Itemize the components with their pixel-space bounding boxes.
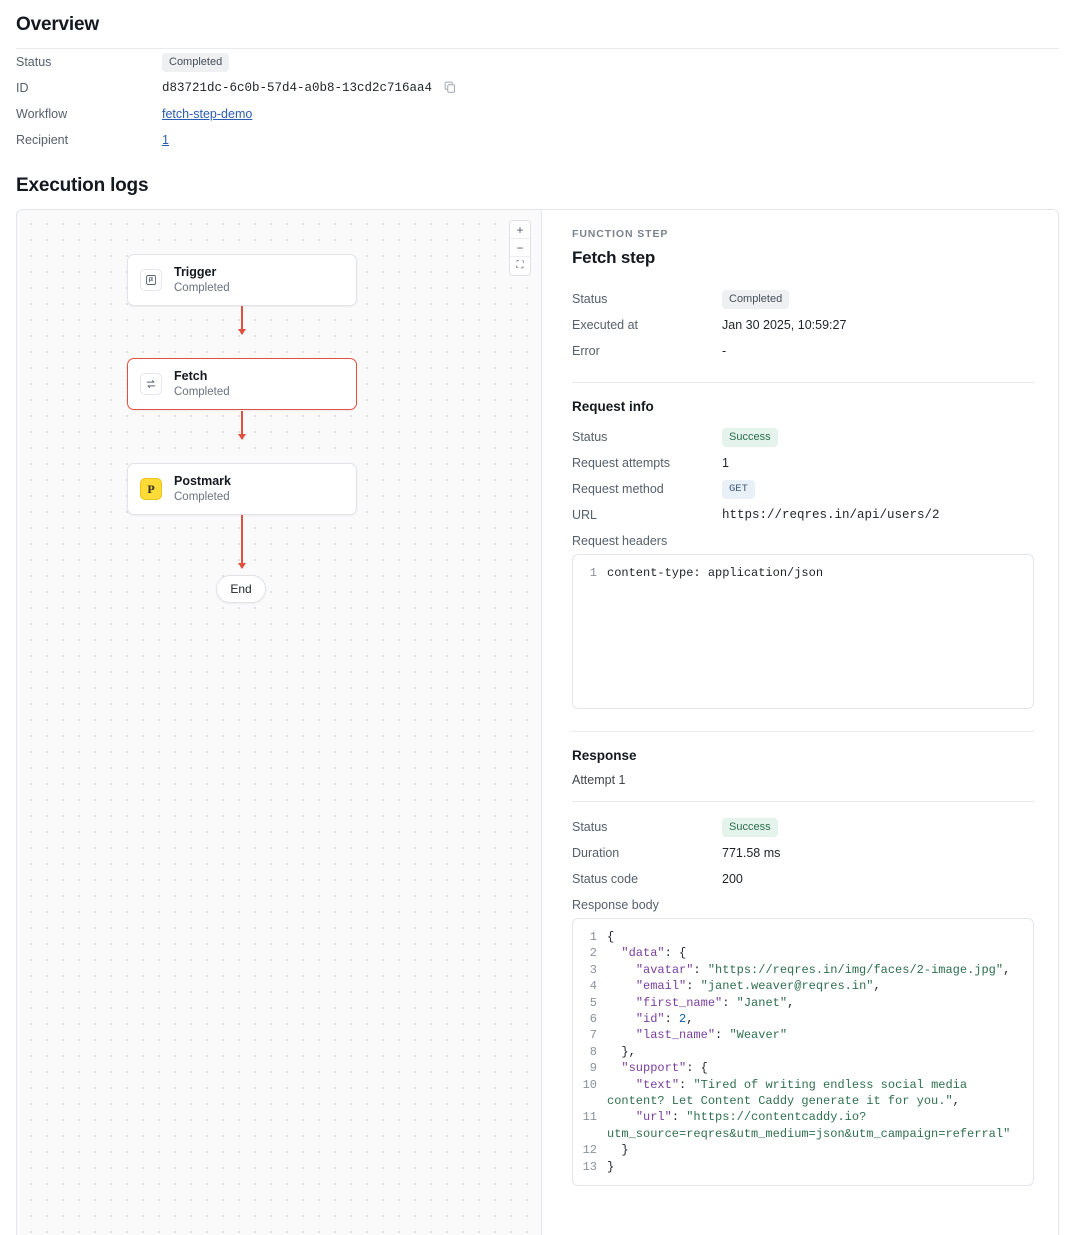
flag-icon [140,269,162,291]
status-badge: Completed [162,53,229,72]
line-number: 5 [589,995,597,1010]
line-number: 4 [589,979,597,994]
line-number: 12 [582,1143,597,1158]
line-text: "support": { [621,1061,708,1076]
code-line [573,1011,1025,1027]
line-number: 8 [589,1044,597,1059]
line-text: "url": "https://contentcaddy.io?utm_source=reqres&utm_medium=json&utm_campaign=referral" [607,1110,1011,1141]
request-value-attempts: 1 [722,456,729,470]
response-body-label: Response body [572,898,659,912]
request-headers-code[interactable] [572,554,1034,709]
code-line [573,929,1025,945]
node-title: Postmark [174,473,231,488]
response-value-duration: 771.58 ms [722,846,781,860]
detail-divider [572,382,1034,383]
code-line [573,1109,1025,1142]
execution-logs-panel [16,209,1059,1235]
line-text: }, [607,1044,636,1059]
execution-logs-title: Execution logs [16,175,149,196]
status-badge: Success [722,818,778,837]
response-divider [572,731,1034,732]
line-text: { [607,930,615,944]
line-number: 3 [589,962,597,977]
node-status: Completed [174,385,230,398]
code-line [573,1142,1025,1158]
overview-value-recipient [162,127,1059,153]
method-badge: GET [722,480,755,499]
response-value-status [722,814,1034,840]
detail-value-status [722,286,1034,312]
line-text: content-type: application/json [607,566,824,580]
node-trigger[interactable] [127,254,357,306]
swap-icon [140,373,162,395]
line-text: } [607,1159,615,1174]
overview-key-status: Status [16,55,52,69]
response-row-body-label [572,892,1034,918]
response-table [572,814,1034,918]
node-text-block [174,369,230,400]
step-type-label: FUNCTION STEP [572,228,669,240]
recipient-link[interactable]: 1 [162,133,169,147]
overview-value-status [162,49,1059,75]
fit-view-button[interactable]: ⛶ [516,260,524,271]
request-value-url: https://reqres.in/api/users/2 [722,508,940,522]
workflow-canvas[interactable] [17,210,542,1235]
detail-key-executed-at: Executed at [572,318,639,332]
response-key-duration: Duration [572,846,620,860]
request-row-attempts [572,450,1034,476]
code-line [573,1044,1025,1060]
connector-arrow [241,515,243,568]
page-title: Overview [16,14,99,35]
overview-row-status [16,49,1059,75]
code-line [573,565,1025,581]
request-row-status [572,424,1034,450]
detail-row-executed-at [572,312,1034,338]
node-end[interactable]: End [216,575,266,603]
node-status: Completed [174,281,230,294]
response-body-code[interactable] [572,918,1034,1186]
line-text: "avatar": "https://reqres.in/img/faces/2-image.jpg", [635,962,1011,977]
line-number: 13 [582,1159,597,1174]
request-key-method: Request method [572,482,664,496]
overview-row-id [16,75,1059,101]
detail-key-error: Error [572,344,600,358]
copy-icon[interactable] [444,81,456,96]
request-key-status: Status [572,430,608,444]
workflow-link[interactable]: fetch-step-demo [162,107,253,121]
zoom-out-button[interactable]: − [510,239,530,257]
request-headers-label: Request headers [572,534,668,548]
overview-key-recipient: Recipient [16,133,69,147]
request-info-title: Request info [572,399,654,414]
code-line [573,962,1025,978]
status-badge: Completed [722,290,789,309]
response-row-status [572,814,1034,840]
code-line [573,945,1025,961]
attempt-divider [572,801,1034,802]
overview-value-id [162,75,1059,101]
response-title: Response [572,748,637,763]
step-summary-table [572,286,1034,364]
postmark-icon: P [140,478,162,500]
response-key-status-code: Status code [572,872,639,886]
line-number: 2 [589,946,597,961]
overview-value-workflow [162,101,1059,127]
execution-id: d83721dc-6c0b-57d4-a0b8-13cd2c716aa4 [162,81,433,95]
overview-table [16,49,1059,153]
node-title: Fetch [174,368,208,383]
node-text-block [174,265,230,296]
detail-value-error: - [722,344,727,358]
line-text: "first_name": "Janet", [635,995,795,1010]
line-text: "email": "janet.weaver@reqres.in", [635,979,881,994]
line-number: 11 [582,1110,597,1125]
code-line [573,1077,1025,1110]
response-value-status-code: 200 [722,872,743,886]
detail-row-status [572,286,1034,312]
node-fetch[interactable] [127,358,357,410]
overview-row-workflow [16,101,1059,127]
request-key-url: URL [572,508,598,522]
code-line [573,1060,1025,1076]
zoom-controls [509,220,531,276]
overview-key-workflow: Workflow [16,107,68,121]
code-line [573,978,1025,994]
node-postmark[interactable] [127,463,357,515]
line-text: "id": 2, [635,1012,694,1027]
node-text-block [174,474,231,505]
line-text: } [607,1143,629,1158]
overview-key-id: ID [16,81,29,95]
response-row-duration [572,840,1034,866]
code-line [573,1159,1025,1175]
request-row-headers-label [572,528,1034,554]
status-badge: Success [722,428,778,447]
code-line [573,995,1025,1011]
detail-value-executed-at: Jan 30 2025, 10:59:27 [722,318,847,332]
line-number: 1 [589,566,597,580]
step-title: Fetch step [572,248,656,267]
node-title: Trigger [174,264,217,279]
line-number: 9 [589,1061,597,1076]
detail-key-status: Status [572,292,608,306]
node-status: Completed [174,490,230,503]
response-key-status: Status [572,820,608,834]
request-info-table [572,424,1034,554]
connector-arrow [241,411,243,439]
response-row-status-code [572,866,1034,892]
request-key-attempts: Request attempts [572,456,670,470]
step-detail-panel [542,210,1058,1235]
overview-row-recipient [16,127,1059,153]
zoom-in-button[interactable]: + [510,221,530,239]
connector-arrow [241,306,243,334]
request-row-url [572,502,1034,528]
line-text: "data": { [621,946,687,961]
request-value-method [722,476,1034,502]
line-number: 1 [589,930,597,944]
line-number: 6 [589,1012,597,1027]
detail-row-error [572,338,1034,364]
line-number: 7 [589,1028,597,1043]
request-row-method [572,476,1034,502]
code-line [573,1027,1025,1043]
line-text: "text": "Tired of writing endless social media content? Let Content Caddy generate it for you.", [607,1077,975,1109]
request-value-status [722,424,1034,450]
line-number: 10 [582,1077,597,1092]
line-text: "last_name": "Weaver" [635,1028,788,1043]
response-attempt: Attempt 1 [572,773,626,787]
